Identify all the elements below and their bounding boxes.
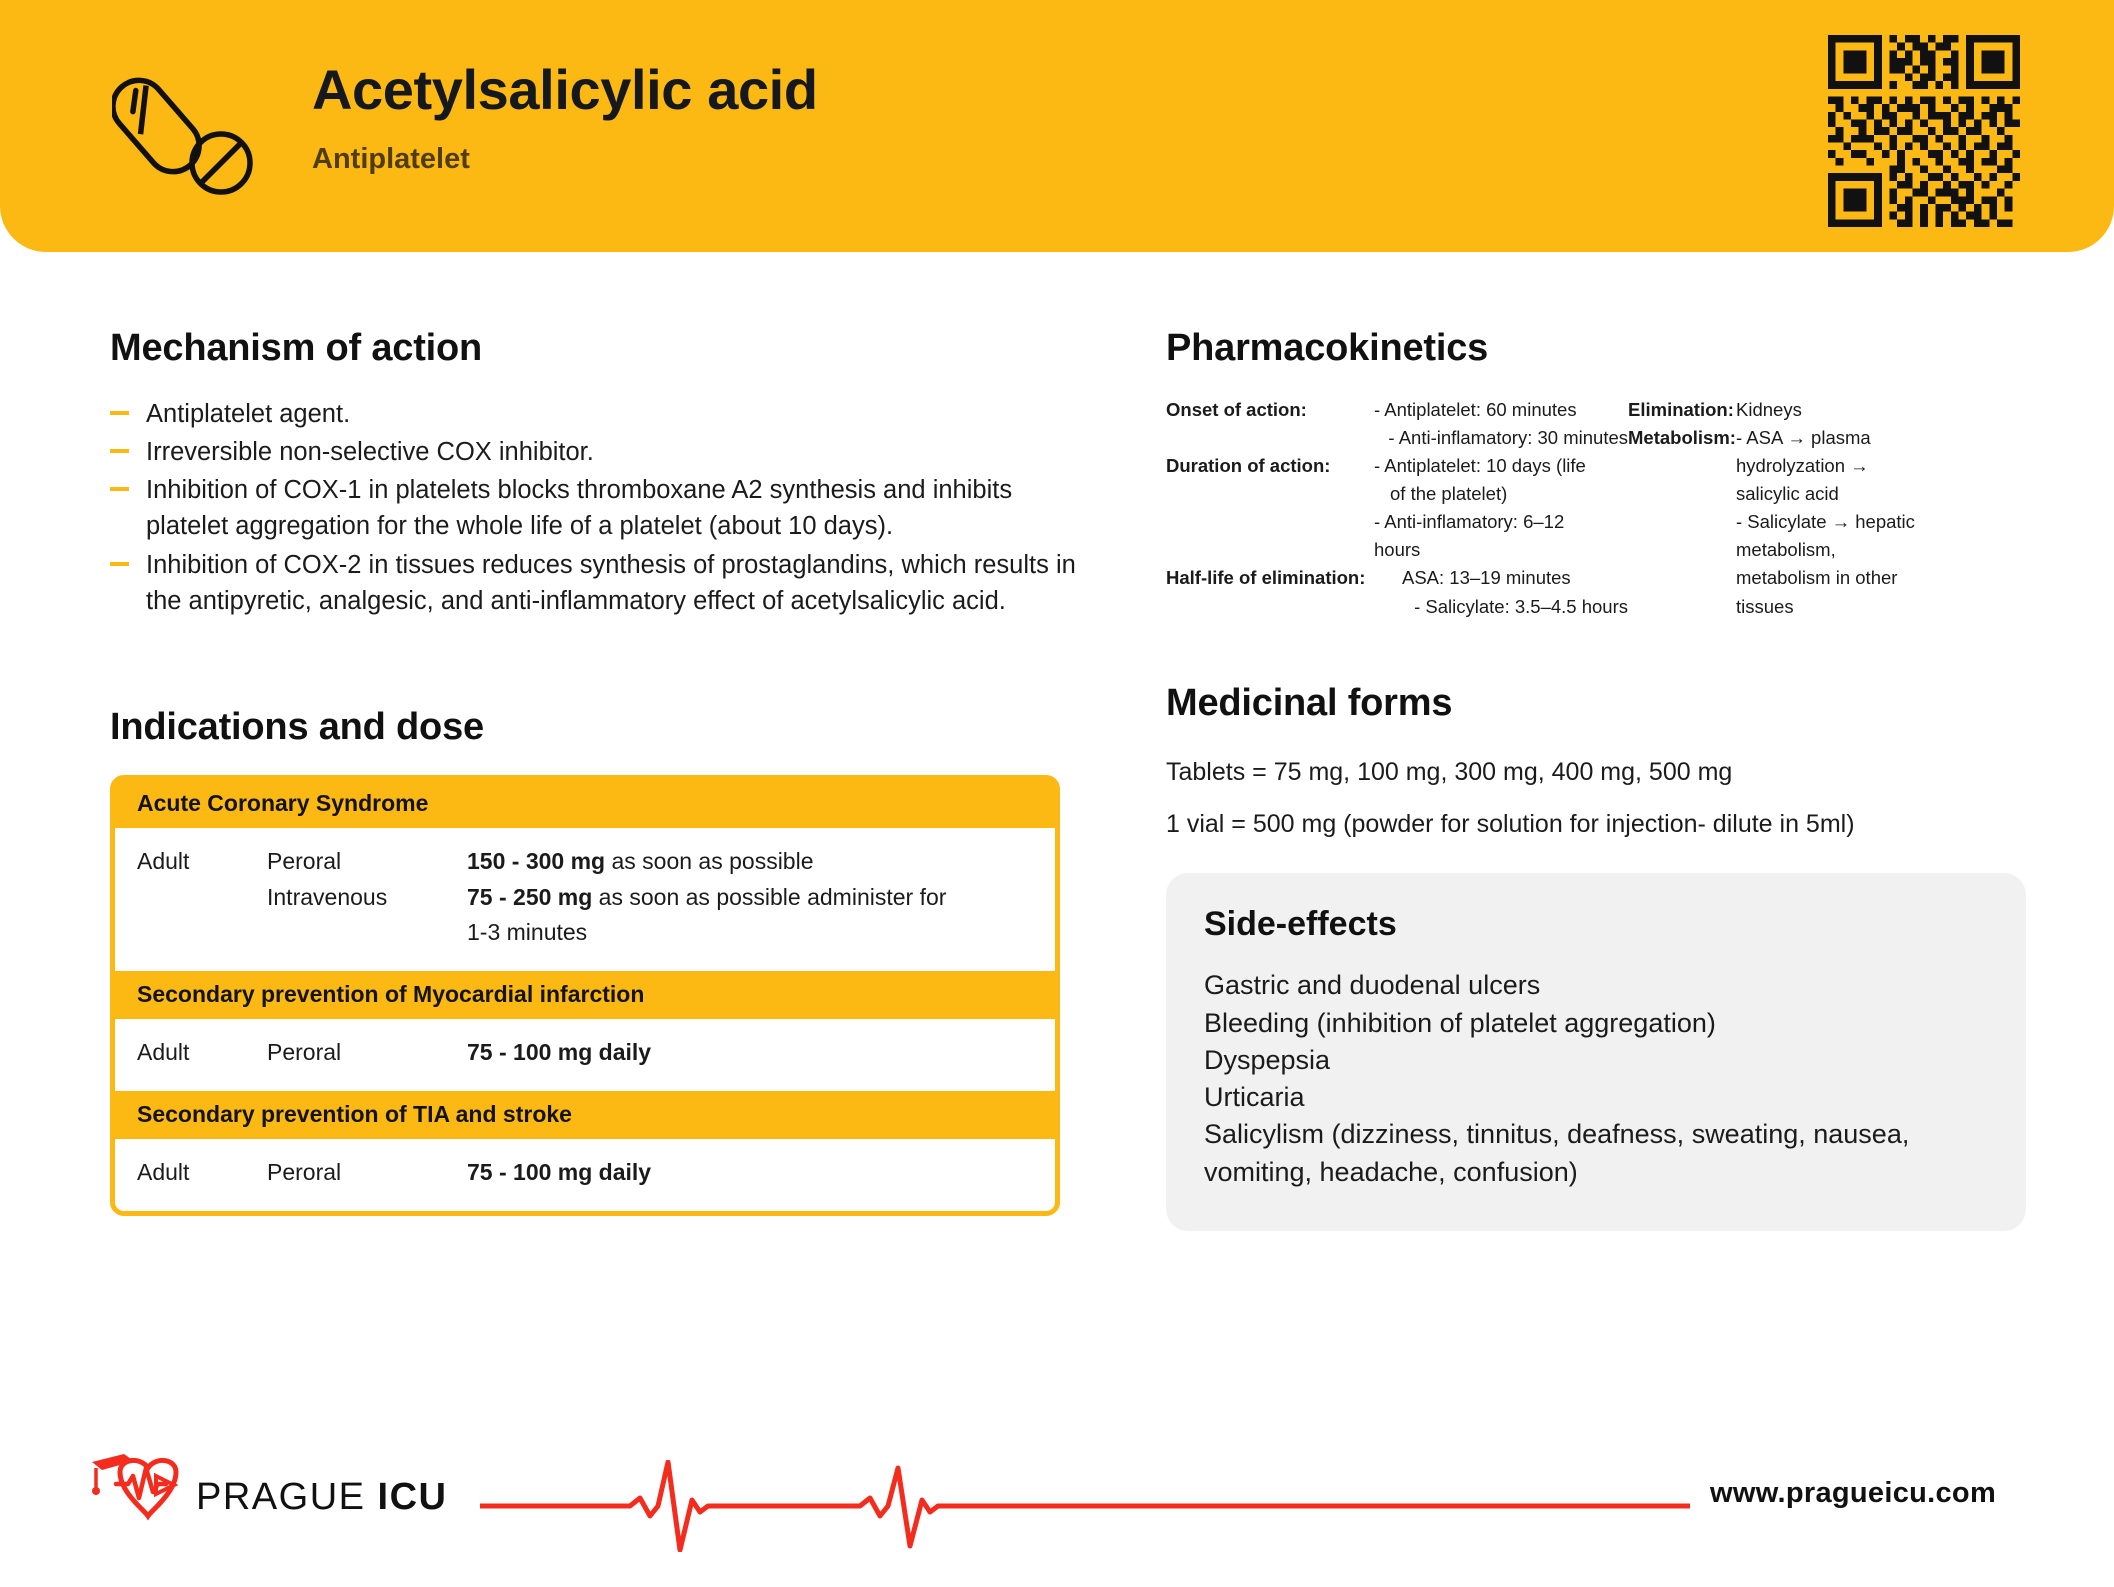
list-item bbox=[110, 434, 1090, 470]
table-row bbox=[115, 1019, 1055, 1091]
page-header bbox=[0, 0, 2114, 252]
dash-bullet-icon bbox=[110, 487, 129, 491]
pk-label: Metabolism: bbox=[1628, 426, 1736, 448]
dose-route: Peroral bbox=[267, 1039, 342, 1066]
dash-bullet-icon bbox=[110, 411, 129, 415]
pk-label: Duration of action: bbox=[1166, 455, 1331, 477]
pk-value: of the platelet) bbox=[1390, 483, 1508, 505]
list-item bbox=[110, 547, 1090, 619]
dose-table bbox=[110, 775, 1060, 1216]
pk-value: metabolism, bbox=[1736, 539, 1836, 561]
mechanism-heading: Mechanism of action bbox=[110, 327, 483, 369]
pill-capsule-tablet-icon bbox=[112, 56, 262, 206]
mechanism-item-text: Irreversible non-selective COX inhibitor. bbox=[146, 438, 594, 466]
dose-age: Adult bbox=[137, 1039, 190, 1066]
pk-label: Elimination: bbox=[1628, 398, 1734, 420]
qr-code-icon[interactable] bbox=[1828, 35, 2020, 227]
pk-entry bbox=[1166, 396, 1628, 424]
pk-entry bbox=[1628, 396, 2026, 424]
indications-heading: Indications and dose bbox=[110, 706, 484, 749]
pk-value: - Salicylate: 3.5–4.5 hours bbox=[1414, 595, 1628, 617]
pk-value: - ASA → plasma bbox=[1736, 426, 1871, 448]
dose-route: Peroral bbox=[267, 848, 342, 875]
right-column bbox=[1166, 328, 2026, 1231]
pk-entry bbox=[1166, 452, 1628, 480]
pk-label: Onset of action: bbox=[1166, 398, 1307, 420]
dash-bullet-icon bbox=[110, 562, 129, 566]
website-url[interactable]: www.pragueicu.com bbox=[1710, 1477, 1997, 1509]
dose-group-header: Secondary prevention of Myocardial infarction bbox=[115, 971, 1055, 1019]
dose-note: as soon as possible administer for bbox=[592, 883, 947, 910]
side-effects-list bbox=[1204, 967, 1988, 1191]
dose-line bbox=[467, 844, 1039, 880]
pk-entry bbox=[1628, 424, 2026, 452]
pk-value: metabolism in other bbox=[1736, 567, 1898, 589]
medicinal-forms-heading: Medicinal forms bbox=[1166, 681, 1453, 724]
mechanism-list bbox=[110, 396, 1090, 619]
drug-class-subtitle: Antiplatelet bbox=[312, 143, 470, 175]
list-item: Gastric and duodenal ulcers bbox=[1204, 970, 1541, 1001]
mechanism-item-text: Inhibition of COX-1 in platelets blocks thromboxane A2 synthesis and inhibits platelet aggregation for the whole life of a platelet (about 10 days). bbox=[146, 476, 1013, 541]
pk-value: hours bbox=[1374, 539, 1421, 561]
dose-note: as soon as possible bbox=[605, 848, 814, 875]
title-block bbox=[312, 58, 818, 175]
logo-wordmark bbox=[196, 1476, 448, 1519]
mechanism-item-text: Inhibition of COX-2 in tissues reduces synthesis of prostaglandins, which results in the antipyretic, analgesic, and anti-inflammatory effect of acetylsalicylic acid. bbox=[146, 550, 1076, 615]
dose-group-header: Secondary prevention of TIA and stroke bbox=[115, 1091, 1055, 1139]
dose-amount: 150 - 300 mg bbox=[467, 848, 606, 875]
dose-amount: 75 - 100 mg daily bbox=[467, 1039, 652, 1066]
dose-age: Adult bbox=[137, 848, 190, 875]
pharmacokinetics-block bbox=[1166, 396, 2026, 621]
page-footer bbox=[0, 1440, 2114, 1570]
medicinal-form-line: Tablets = 75 mg, 100 mg, 300 mg, 400 mg, 500 mg bbox=[1166, 758, 1733, 787]
list-item: Salicylism (dizziness, tinnitus, deafness, sweating, nausea, vomiting, headache, confusion) bbox=[1204, 1119, 1910, 1187]
pharmacokinetics-heading: Pharmacokinetics bbox=[1166, 327, 1489, 369]
dose-route: Intravenous bbox=[267, 883, 388, 910]
side-effects-heading: Side-effects bbox=[1204, 905, 1397, 944]
dose-routes bbox=[267, 1155, 467, 1191]
dose-line bbox=[467, 915, 1039, 951]
table-row bbox=[115, 1139, 1055, 1211]
dose-amount: 75 - 250 mg bbox=[467, 883, 593, 910]
page-title: Acetylsalicylic acid bbox=[312, 58, 818, 121]
dose-routes bbox=[267, 1035, 467, 1071]
dose-note: 1-3 minutes bbox=[467, 919, 588, 946]
dose-values bbox=[467, 844, 1055, 951]
dose-line bbox=[467, 1035, 1039, 1071]
pk-value: Kidneys bbox=[1736, 398, 1802, 420]
dash-bullet-icon bbox=[110, 449, 129, 453]
logo-icu-text: ICU bbox=[377, 1476, 448, 1518]
list-item bbox=[110, 396, 1090, 432]
dose-values bbox=[467, 1035, 1055, 1071]
dose-routes bbox=[267, 844, 467, 951]
dose-values bbox=[467, 1155, 1055, 1191]
pk-value: tissues bbox=[1736, 595, 1794, 617]
pk-value: hydrolyzation → bbox=[1736, 455, 1869, 477]
pk-value: salicylic acid bbox=[1736, 483, 1839, 505]
ecg-line-icon bbox=[480, 1460, 1690, 1552]
pk-value: - Anti-inflamatory: 30 minutes bbox=[1388, 426, 1628, 448]
pk-value: ASA: 13–19 minutes bbox=[1402, 567, 1571, 589]
table-row bbox=[115, 828, 1055, 971]
medicinal-forms-block bbox=[1166, 683, 2026, 844]
pk-value: - Anti-inflamatory: 6–12 bbox=[1374, 511, 1565, 533]
pk-value: - Antiplatelet: 60 minutes bbox=[1374, 398, 1577, 420]
list-item: Dyspepsia bbox=[1204, 1044, 1331, 1075]
dose-age: Adult bbox=[137, 1159, 190, 1186]
left-column bbox=[110, 328, 1090, 1216]
pk-label: Half-life of elimination: bbox=[1166, 567, 1366, 589]
dose-line bbox=[467, 880, 1039, 916]
list-item: Urticaria bbox=[1204, 1082, 1305, 1113]
mechanism-item-text: Antiplatelet agent. bbox=[146, 399, 351, 428]
list-item bbox=[110, 472, 1090, 544]
pk-value: - Antiplatelet: 10 days (life bbox=[1374, 455, 1586, 477]
list-item: Bleeding (inhibition of platelet aggregation) bbox=[1204, 1007, 1716, 1038]
dose-group-header: Acute Coronary Syndrome bbox=[115, 780, 1055, 828]
medicinal-form-line: 1 vial = 500 mg (powder for solution for injection- dilute in 5ml) bbox=[1166, 809, 1855, 838]
dose-amount: 75 - 100 mg daily bbox=[467, 1159, 652, 1186]
pk-right-column bbox=[1628, 396, 2026, 621]
pk-left-column bbox=[1166, 396, 1628, 621]
dose-line bbox=[467, 1155, 1039, 1191]
side-effects-card bbox=[1166, 873, 2026, 1231]
dose-route: Peroral bbox=[267, 1159, 342, 1186]
logo-prague-text: PRAGUE bbox=[196, 1476, 366, 1518]
pk-entry bbox=[1166, 564, 1628, 592]
pk-value: - Salicylate → hepatic bbox=[1736, 511, 1915, 533]
